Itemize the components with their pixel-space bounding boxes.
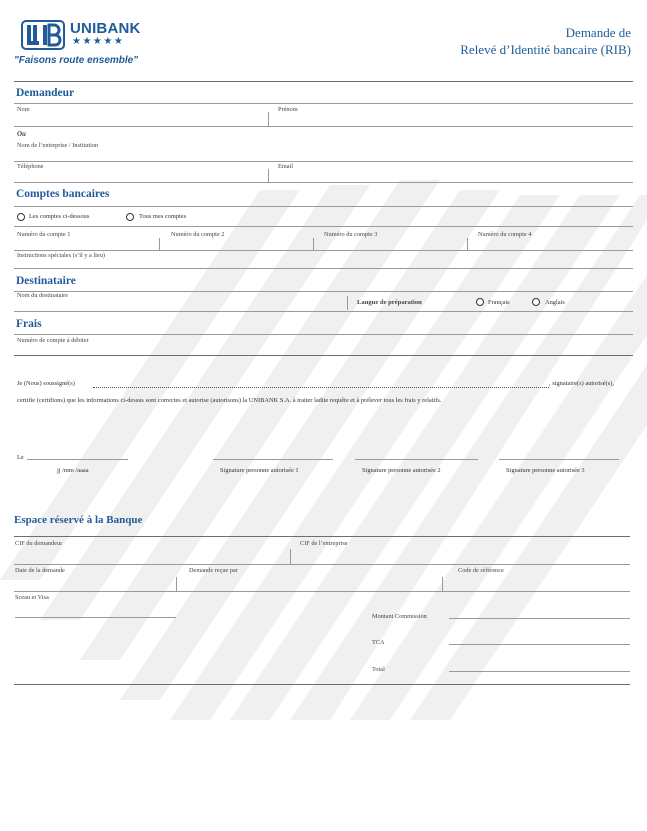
date-field[interactable] bbox=[27, 459, 128, 460]
radio-francais[interactable] bbox=[476, 298, 484, 306]
label-signature-2: Signature personne autorisée 2 bbox=[362, 467, 441, 474]
label-telephone: Téléphone bbox=[17, 163, 44, 170]
divider bbox=[14, 161, 633, 162]
divider bbox=[313, 238, 314, 250]
recue-par-field[interactable] bbox=[177, 574, 441, 591]
sceau-field[interactable] bbox=[15, 617, 176, 618]
montant-commission-field[interactable] bbox=[449, 618, 630, 619]
label-langue: Langue de préparation bbox=[357, 299, 422, 306]
label-le: Le bbox=[17, 454, 24, 461]
tca-field[interactable] bbox=[449, 644, 630, 645]
label-cif-demandeur: CIF du demandeur bbox=[15, 540, 63, 547]
divider bbox=[14, 268, 633, 269]
label-signature-1: Signature personne autorisée 1 bbox=[220, 467, 299, 474]
label-compte-3: Numéro du compte 3 bbox=[324, 231, 378, 238]
soussigne-field[interactable] bbox=[93, 387, 549, 388]
brand-slogan: "Faisons route ensemble" bbox=[14, 55, 138, 66]
divider bbox=[14, 536, 630, 537]
label-sceau: Sceau et Visa bbox=[15, 594, 49, 601]
header-divider bbox=[14, 81, 633, 82]
brand-stars: ★★★★★ bbox=[72, 36, 125, 47]
label-instructions: Instructions spéciales (s’il y a lieu) bbox=[17, 252, 105, 259]
divider bbox=[14, 564, 630, 565]
declaration-certifie: certifie (certifions) que les informations ci-dessus sont correctes et autorise (autorisons) la UNIBANK S.A. à traiter ladite requête et à prélever tous les frais y relatifs. bbox=[17, 397, 442, 404]
label-signature-3: Signature personne autorisée 3 bbox=[506, 467, 585, 474]
brand-name: UNIBANK bbox=[70, 20, 141, 37]
cif-entreprise-field[interactable] bbox=[292, 547, 630, 564]
divider bbox=[14, 355, 633, 356]
compte-debit-field[interactable] bbox=[16, 344, 632, 355]
compte-4-field[interactable] bbox=[469, 238, 632, 250]
label-recue-par: Demande reçue par bbox=[189, 567, 238, 574]
telephone-field[interactable] bbox=[16, 169, 268, 182]
label-cif-entreprise: CIF de l’entreprise bbox=[300, 540, 348, 547]
section-frais: Frais bbox=[16, 318, 42, 330]
compte-3-field[interactable] bbox=[315, 238, 466, 250]
divider bbox=[176, 577, 177, 591]
label-ou: Ou bbox=[17, 130, 26, 138]
email-field[interactable] bbox=[270, 169, 632, 182]
label-compte-4: Numéro du compte 4 bbox=[478, 231, 532, 238]
code-reference-field[interactable] bbox=[444, 574, 630, 591]
nom-field[interactable] bbox=[16, 112, 268, 126]
label-date-demande: Date de la demande bbox=[15, 567, 65, 574]
divider bbox=[14, 126, 633, 127]
section-banque: Espace réservé à la Banque bbox=[14, 514, 143, 526]
divider bbox=[268, 112, 269, 126]
date-demande-field[interactable] bbox=[15, 574, 174, 591]
label-montant-commission: Montant Commission bbox=[372, 613, 427, 620]
radio-tous-comptes[interactable] bbox=[126, 213, 134, 221]
label-prenom: Prénom bbox=[278, 106, 298, 113]
section-comptes: Comptes bancaires bbox=[16, 188, 110, 200]
label-nom-destinataire: Nom du destinataire bbox=[17, 292, 69, 299]
signature-2-field[interactable] bbox=[355, 459, 478, 460]
divider bbox=[14, 103, 633, 104]
divider bbox=[268, 169, 269, 182]
divider bbox=[14, 250, 633, 251]
divider bbox=[14, 311, 633, 312]
label-comptes-ci-dessous: Les comptes ci-dessous bbox=[29, 213, 90, 220]
divider bbox=[14, 334, 633, 335]
divider bbox=[290, 549, 291, 564]
divider bbox=[14, 206, 633, 207]
cif-demandeur-field[interactable] bbox=[15, 547, 289, 564]
radio-anglais[interactable] bbox=[532, 298, 540, 306]
radio-comptes-ci-dessous[interactable] bbox=[17, 213, 25, 221]
label-francais: Français bbox=[488, 299, 510, 306]
unibank-logo bbox=[21, 20, 65, 50]
signature-1-field[interactable] bbox=[213, 459, 333, 460]
bottom-divider bbox=[14, 684, 630, 685]
declaration-je: Je (Nous) soussigné(s) bbox=[17, 380, 75, 387]
label-tous-comptes: Tous mes comptes bbox=[139, 213, 187, 220]
divider bbox=[347, 296, 348, 310]
entreprise-field[interactable] bbox=[16, 149, 632, 161]
section-destinataire: Destinataire bbox=[16, 275, 76, 287]
label-total: Total bbox=[372, 666, 385, 673]
label-compte-2: Numéro du compte 2 bbox=[171, 231, 225, 238]
label-code-reference: Code de référence bbox=[458, 567, 504, 574]
total-field[interactable] bbox=[449, 671, 630, 672]
label-compte-debit: Numéro de compte à débiter bbox=[17, 337, 89, 344]
divider bbox=[159, 238, 160, 250]
form-title-line1: Demande de bbox=[565, 25, 631, 40]
label-entreprise: Nom de l’entreprise / Institution bbox=[17, 142, 99, 149]
label-nom: Nom bbox=[17, 106, 30, 113]
divider bbox=[14, 182, 633, 183]
divider bbox=[14, 226, 633, 227]
instructions-field[interactable] bbox=[16, 259, 632, 268]
form-title-line2: Relevé d’Identité bancaire (RIB) bbox=[460, 42, 631, 57]
divider bbox=[14, 291, 633, 292]
section-demandeur: Demandeur bbox=[16, 87, 75, 99]
compte-2-field[interactable] bbox=[161, 238, 312, 250]
compte-1-field[interactable] bbox=[16, 238, 158, 250]
divider bbox=[14, 591, 630, 592]
nom-destinataire-field[interactable] bbox=[16, 299, 346, 310]
label-tca: TCA bbox=[372, 639, 385, 646]
signature-3-field[interactable] bbox=[499, 459, 619, 460]
divider bbox=[442, 577, 443, 591]
label-date-format: jj /mm /aaaa bbox=[57, 467, 89, 474]
label-email: Email bbox=[278, 163, 294, 170]
divider bbox=[467, 238, 468, 250]
prenom-field[interactable] bbox=[270, 112, 632, 126]
label-compte-1: Numéro du compte 1 bbox=[17, 231, 71, 238]
declaration-signataires: , signataire(s) autorisé(s), bbox=[549, 380, 614, 387]
label-anglais: Anglais bbox=[545, 299, 565, 306]
